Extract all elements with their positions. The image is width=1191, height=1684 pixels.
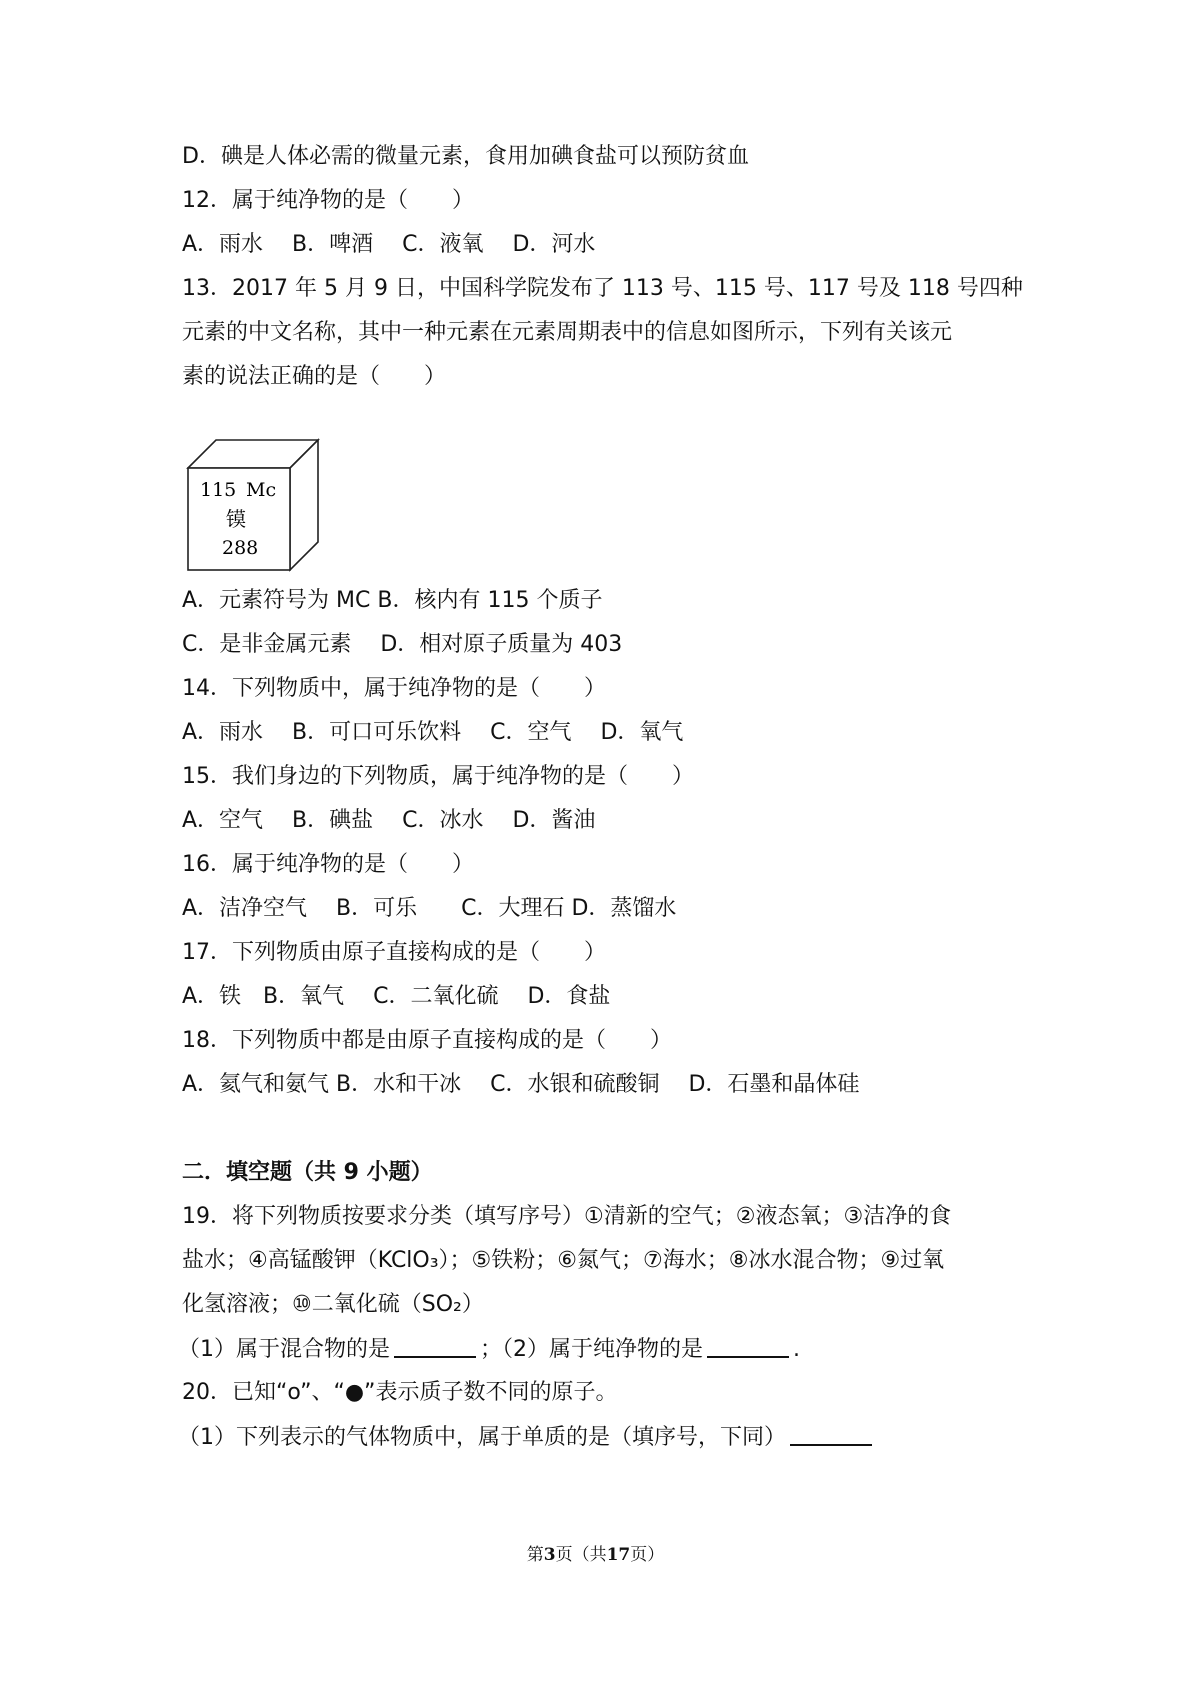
blank-end: . bbox=[793, 1337, 800, 1362]
footer-mid: 页（共 bbox=[555, 1545, 607, 1565]
question-20: 20．已知“o”、“●”表示质子数不同的原子。 bbox=[182, 1380, 618, 1405]
answer-blank-2[interactable] bbox=[707, 1334, 789, 1358]
options-13-c: C．是非金属元素 D．相对原子质量为 403 bbox=[182, 632, 623, 657]
question-14: 14．下列物质中，属于纯净物的是（ ） bbox=[182, 676, 606, 701]
question-19-line-2: 盐水；④高锰酸钾（KClO₃）；⑤铁粉；⑥氮气；⑦海水；⑧冰水混合物；⑨过氧 bbox=[182, 1248, 945, 1273]
question-20-part-1 bbox=[178, 1422, 876, 1453]
element-name: 镆 bbox=[226, 507, 246, 531]
options-15: A．空气 B．碘盐 C．冰水 D．酱油 bbox=[182, 808, 596, 833]
question-13-line-2: 元素的中文名称，其中一种元素在元素周期表中的信息如图所示，下列有关该元 bbox=[182, 320, 953, 345]
options-16: A．洁净空气 B．可乐 C．大理石 D．蒸馏水 bbox=[182, 896, 677, 921]
footer-page-number: 3 bbox=[543, 1545, 556, 1565]
question-16: 16．属于纯净物的是（ ） bbox=[182, 852, 474, 877]
question-13-line-3: 素的说法正确的是（ ） bbox=[182, 364, 447, 389]
blank-prompt-3: （1）下列表示的气体物质中，属于单质的是（填序号，下同） bbox=[178, 1425, 786, 1450]
question-19-blanks bbox=[178, 1334, 800, 1365]
footer-total-pages: 17 bbox=[606, 1545, 631, 1565]
option-line: D．碘是人体必需的微量元素，食用加碘食盐可以预防贫血 bbox=[182, 144, 749, 169]
blank-prompt-1: （1）属于混合物的是 bbox=[178, 1337, 390, 1362]
options-12: A．雨水 B．啤酒 C．液氧 D．河水 bbox=[182, 232, 596, 257]
element-number: 115 bbox=[200, 479, 237, 501]
question-15: 15．我们身边的下列物质，属于纯净物的是（ ） bbox=[182, 764, 694, 789]
question-12: 12．属于纯净物的是（ ） bbox=[182, 188, 474, 213]
section-heading: 二．填空题（共 9 小题） bbox=[182, 1160, 433, 1185]
element-symbol: Mc bbox=[246, 479, 277, 501]
blank-prompt-2: ；（2）属于纯净物的是 bbox=[480, 1337, 703, 1362]
options-17: A．铁 B．氧气 C．二氧化硫 D．食盐 bbox=[182, 984, 611, 1009]
options-18: A．氦气和氨气 B．水和干冰 C．水银和硫酸铜 D．石墨和晶体硅 bbox=[182, 1072, 860, 1097]
question-13-line-1: 13．2017 年 5 月 9 日，中国科学院发布了 113 号、115 号、117 号及 118 号四种 bbox=[182, 276, 1023, 301]
options-14: A．雨水 B．可口可乐饮料 C．空气 D．氧气 bbox=[182, 720, 684, 745]
element-mass: 288 bbox=[222, 537, 259, 559]
question-17: 17．下列物质由原子直接构成的是（ ） bbox=[182, 940, 606, 965]
answer-blank-3[interactable] bbox=[790, 1422, 872, 1446]
question-19-line-3: 化氢溶液；⑩二氧化硫（SO₂） bbox=[182, 1292, 484, 1317]
footer-suffix: 页） bbox=[630, 1545, 665, 1565]
options-13-a: A．元素符号为 MC B．核内有 115 个质子 bbox=[182, 588, 603, 613]
answer-blank-1[interactable] bbox=[394, 1334, 476, 1358]
question-19-line-1: 19．将下列物质按要求分类（填写序号）①清新的空气；②液态氧；③洁净的食 bbox=[182, 1204, 952, 1229]
footer-prefix: 第 bbox=[526, 1545, 544, 1565]
element-card-figure bbox=[186, 438, 322, 574]
question-18: 18．下列物质中都是由原子直接构成的是（ ） bbox=[182, 1028, 672, 1053]
page-footer bbox=[0, 1540, 1191, 1565]
